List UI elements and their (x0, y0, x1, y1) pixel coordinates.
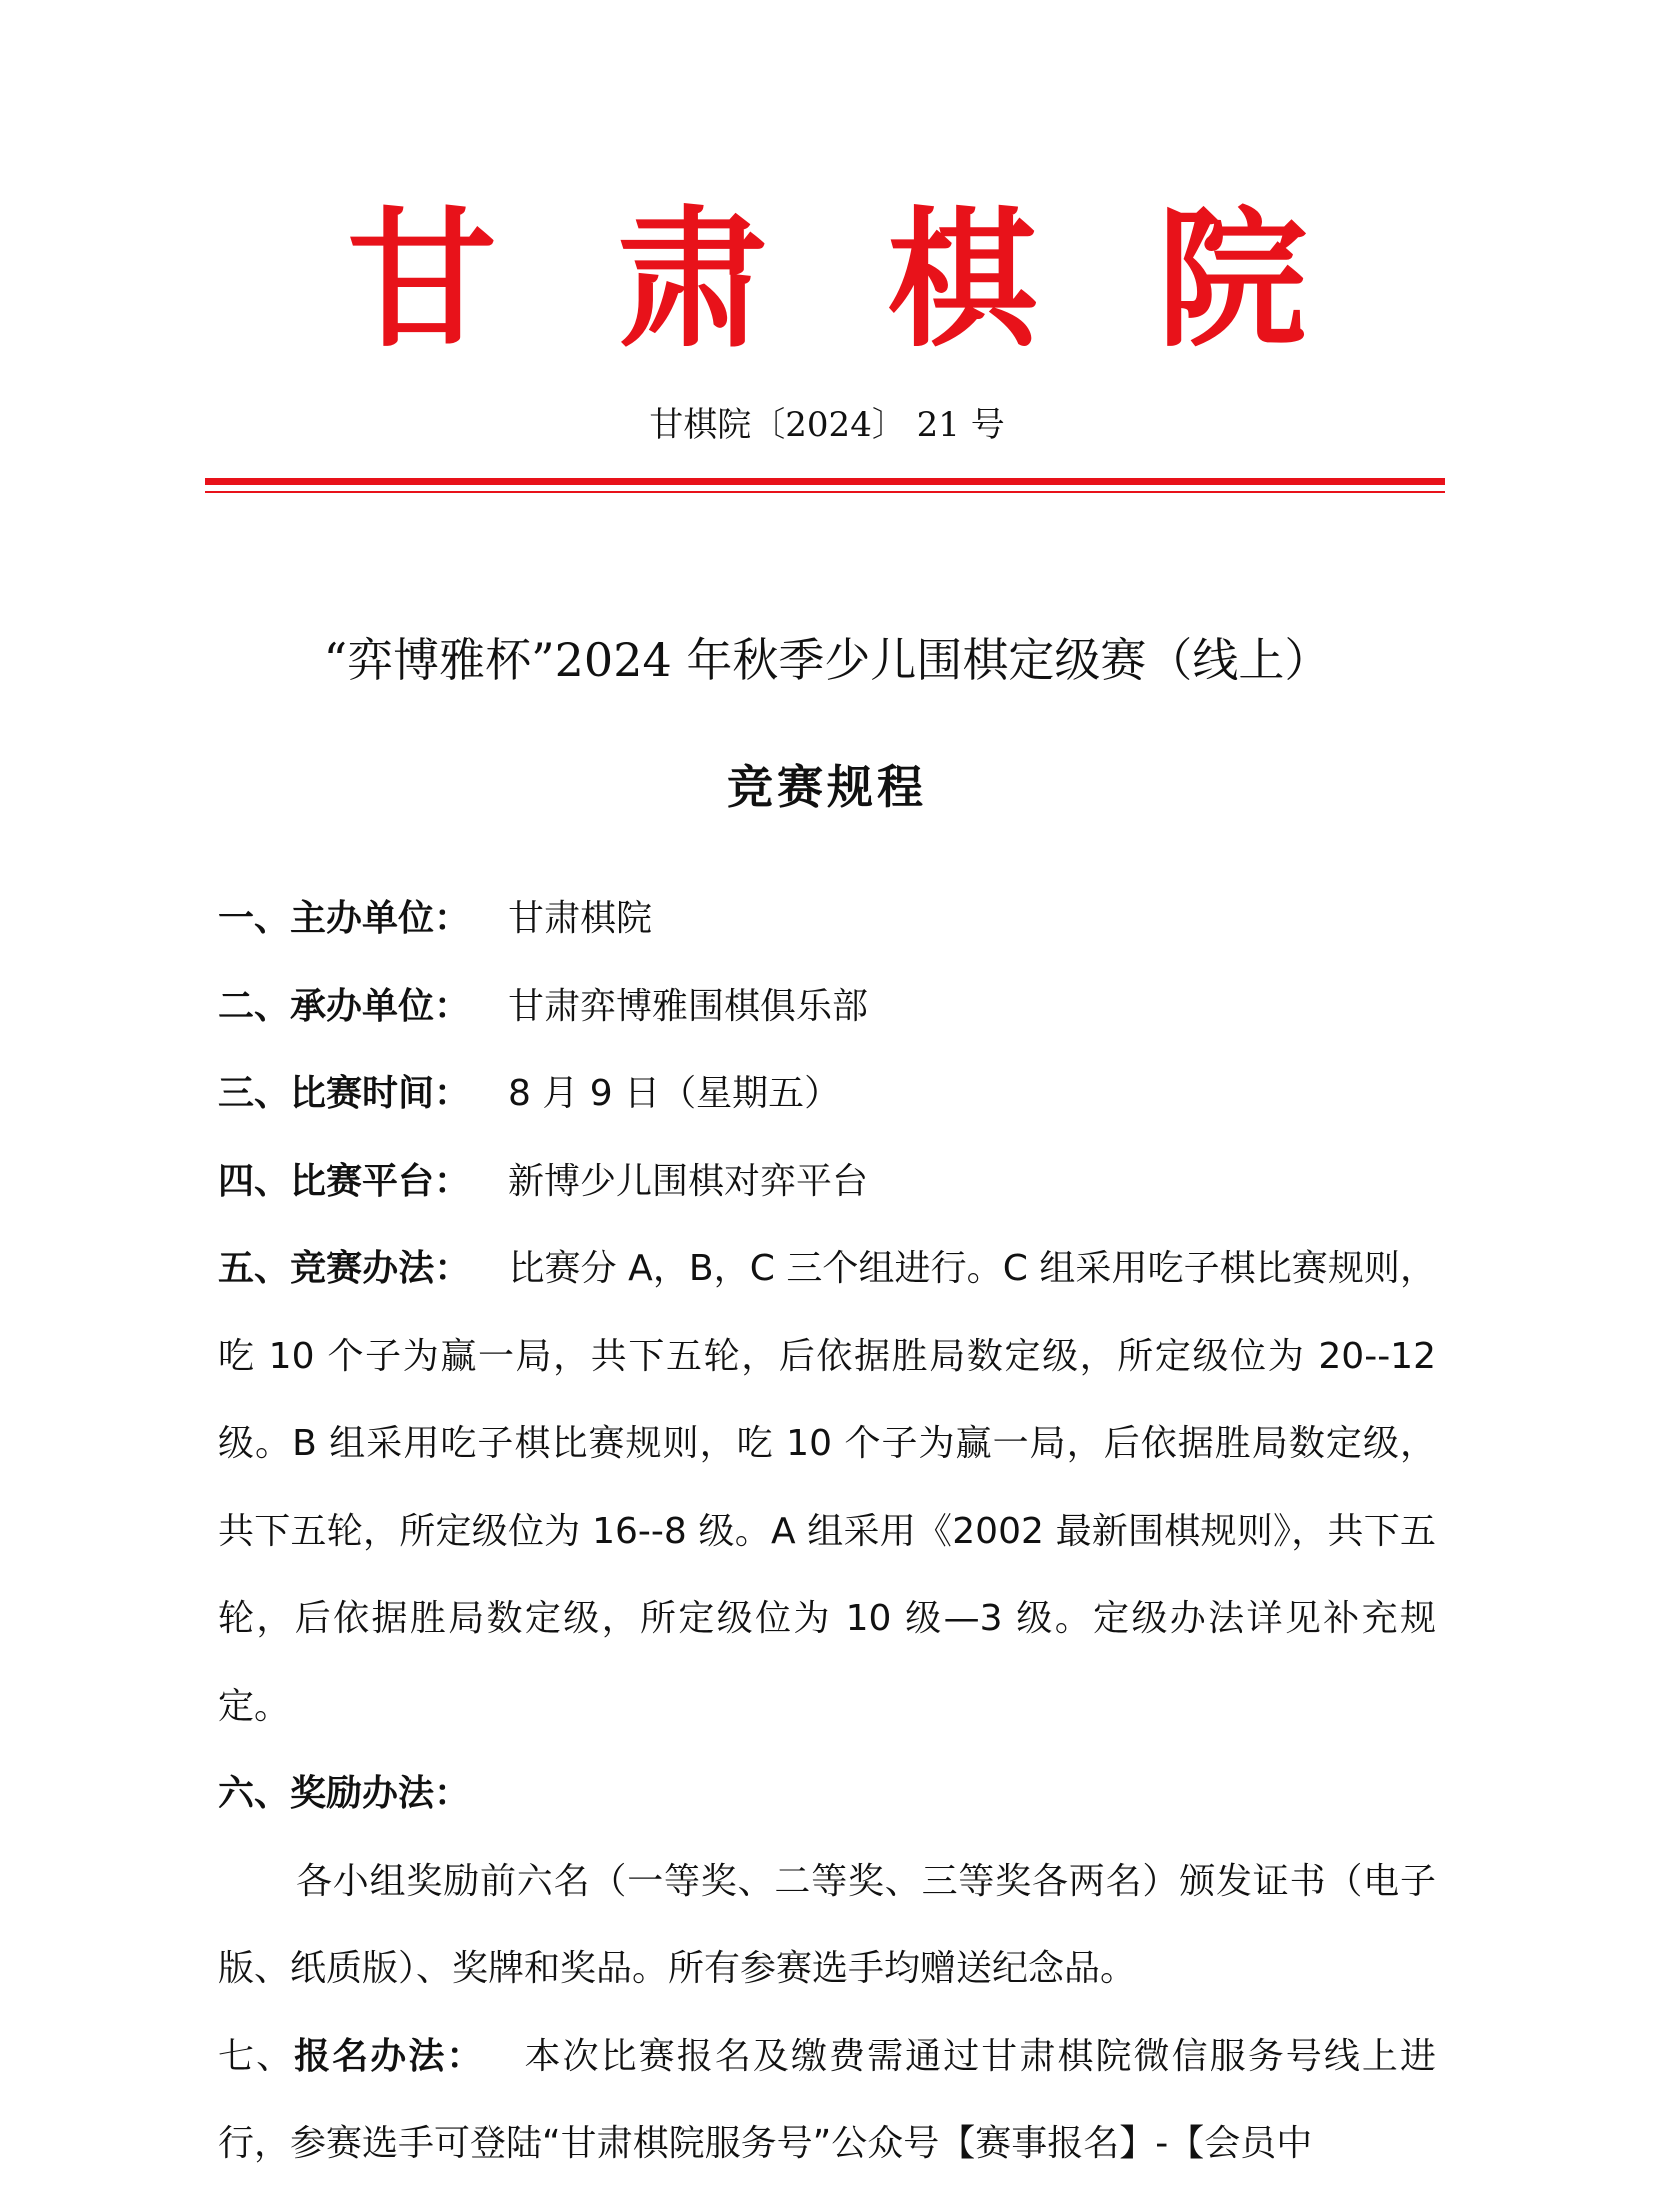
section-competition-method (218, 1225, 1436, 1750)
section-organizer (218, 875, 1436, 963)
section-competition-method-label: 五、竞赛办法： (218, 1248, 471, 1289)
doc-number: 甘棋院〔2024〕 21 号 (649, 405, 1005, 445)
section-registration-value: 本次比赛报名及缴费需通过甘肃棋院微信服务号线上进行，参赛选手可登陆“甘肃棋院服务号”公众号【赛事报名】-【会员中 (218, 2035, 1436, 2164)
section-platform-value: 新博少儿围棋对弈平台 (508, 1160, 869, 1202)
section-time (218, 1050, 1436, 1138)
section-registration (218, 2013, 1436, 2188)
section-organizer-value: 甘肃棋院 (508, 898, 653, 939)
section-registration-label-prefix: 七、 (218, 2035, 295, 2077)
section-organizer-label: 一、主办单位： (218, 898, 471, 939)
section-awards (218, 1750, 1436, 1838)
header-rule-thin (205, 491, 1445, 493)
section-time-value: 8 月 9 日（星期五） (508, 1073, 841, 1114)
document-subhead: 竞赛规程 (727, 760, 927, 814)
section-platform (218, 1138, 1436, 1226)
document-body (218, 875, 1436, 2188)
section-host-value: 甘肃弈博雅围棋俱乐部 (508, 985, 869, 1027)
document-headline: “弈博雅杯”2024 年秋季少儿围棋定级赛（线上） (323, 633, 1331, 687)
section-host (218, 963, 1436, 1051)
section-awards-body: 各小组奖励前六名（一等奖、二等奖、三等奖各两名）颁发证书（电子版、纸质版）、奖牌和奖品。所有参赛选手均赠送纪念品。 (218, 1860, 1436, 1989)
org-title: 甘肃棋院 (346, 192, 1427, 368)
section-awards-label: 六、奖励办法： (218, 1773, 471, 1814)
section-registration-label: 报名办法： (294, 2035, 485, 2077)
section-platform-label: 四、比赛平台： (218, 1160, 471, 1202)
section-competition-method-value: 比赛分 A，B，C 三个组进行。C 组采用吃子棋比赛规则，吃 10 个子为赢一局，共下五轮，后依据胜局数定级，所定级位为 20--12 级。B 组采用吃子棋比赛规则，吃 10 个子为赢一局，后依据胜局数定级，共下五轮，所定级位为 16--8 级。A 组采用《2002 最新围棋规则》，共下五轮，后依据胜局数定级，所定级位为 10 级—3 级。定级办法详见补充规定。 (218, 1248, 1436, 1727)
header-rule-thick (205, 478, 1445, 485)
section-host-label: 二、承办单位： (218, 985, 471, 1027)
section-time-label: 三、比赛时间： (218, 1073, 471, 1114)
